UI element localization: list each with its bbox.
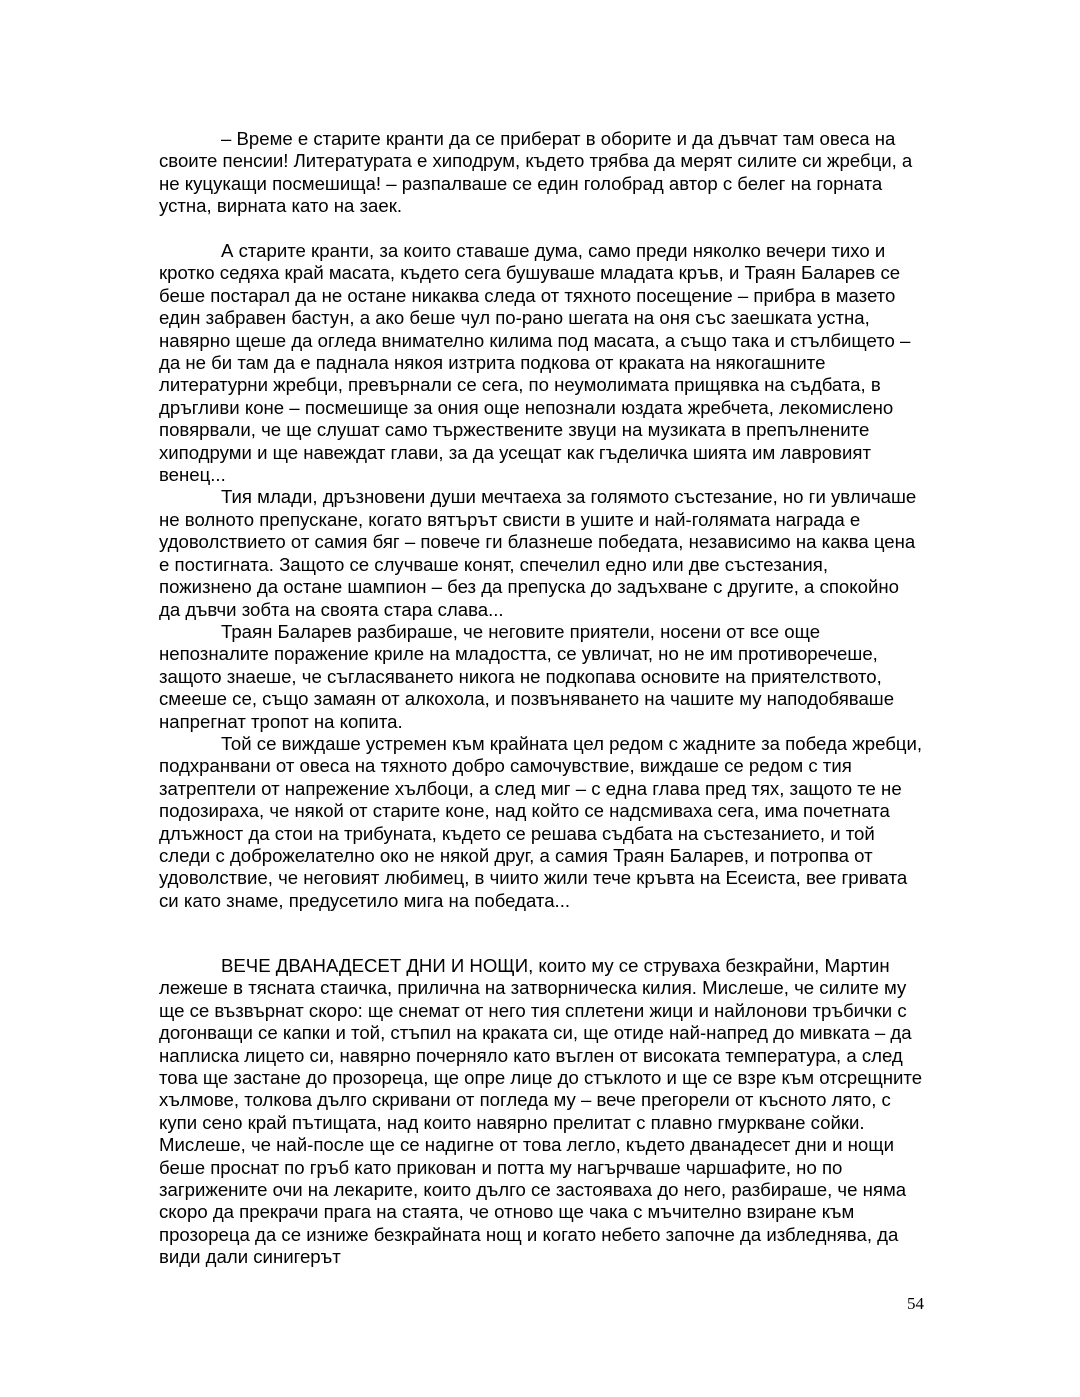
main-text-block [159,240,923,912]
paragraph: А старите кранти, за които ставаше дума, само преди няколко вечери тихо и кротко седяха край масата, където сега бушуваше младата кръв, и Траян Баларев се беше постарал да не остане никаква следа от тяхното посещение – прибра в мазето един забравен бастун, а ако беше чул по-рано шегата на оня със заешката устна, навярно щеше да огледа внимателно килима под масата, а също така и стълбището – да не би там да е паднала някоя изтрита подкова от краката на някогашните литературни жребци, превърнали се сега, по неумолимата прищявка на съдбата, в дръгливи коне – посмешище за ония още непознали юздата жребчета, лекомислено повярвали, че ще слушат само тържествените звуци на музиката в препълнените хиподруми и ще навеждат глави, за да усещат как гъделичка шията им лавровият венец... [159,240,911,486]
chapter-text-block [159,955,923,1269]
paragraph: Той се виждаше устремен към крайната цел редом с жадните за победа жребци, подхранвани от овеса на тяхното добро самочувствие, виждаше се редом с тия затрептели от напрежение хълбоци, а след миг – с една глава пред тях, защото те не подозираха, че някой от старите коне, над който се надсмиваха сега, има почетната длъжност да стои на трибуната, където се решава съдбата на състезанието, и той следи с доброжелателно око не някой друг, а самия Траян Баларев, и потропва от удоволствие, че неговият любимец, в чиито жили тече кръвта на Есеиста, вее гривата си като знаме, предусетило мига на победата... [159,732,923,911]
intro-text-block [159,128,923,218]
chapter-opening-paragraph: ВЕЧЕ ДВАНАДЕСЕТ ДНИ И НОЩИ, които му се струваха безкрайни, Мартин лежеше в тясната стаичка, прилична на затворническа килия. Мислеше, че силите му ще се възвърнат скоро: ще снемат от него тия сплетени жици и найлонови тръбички с догонващи се капки и той, стъпил на краката си, ще отиде най-напред до мивката – да наплиска лицето си, навярно почерняло като въглен от високата температура, а след това ще застане до прозореца, ще опре лице до стъклото и ще се взре към отсрещните хълмове, толкова дълго скривани от погледа му – вече прегорели от късното лято, с купи сено край пътищата, над които навярно прелитат с плавно гмуркване сойки. Мислеше, че най-после ще се надигне от това легло, където дванадесет дни и нощи беше проснат по гръб като прикован и потта му нагърчваше чаршафите, но по загрижените очи на лекарите, които дълго се застояваха до него, разбираше, че няма скоро да прекрачи прага на стаята, че отново ще чака с мъчително взиране към прозореца да се изниже безкрайната нощ и когато небето започне да избледнява, да види дали синигерът [159,955,923,1268]
paragraph: Тия млади, дръзновени души мечтаеха за голямото състезание, но ги увличаше не волното препускане, когато вятърът свисти в ушите и най-голямата награда е удоволствието от самия бяг – повече ги блазнеше победата, независимо на каква цена е постигната. Защото се случваше конят, спечелил едно или две състезания, пожизнено да остане шампион – без да препуска до задъхване с другите, а спокойно да дъвчи зобта на своята стара слава... [159,486,917,620]
page-number: 54 [907,1294,924,1313]
paragraph: Траян Баларев разбираше, че неговите приятели, носени от все още непозналите поражение криле на младостта, се увличат, но не им противоречеше, защото знаеше, че съгласяването никога не подкопава основите на приятелството, смееше се, също замаян от алкохола, и позвъняването на чашите му наподобяваше напрегнат тропот на копита. [159,620,895,732]
paragraph: – Време е старите кранти да се приберат в оборите и да дъвчат там овеса на своите пенсии! Литературата е хиподрум, където трябва да мерят силите си жребци, а не куцукащи посмешища! – разпалваше се един голобрад автор с белег на горната устна, вирната като на заек. [159,128,913,217]
